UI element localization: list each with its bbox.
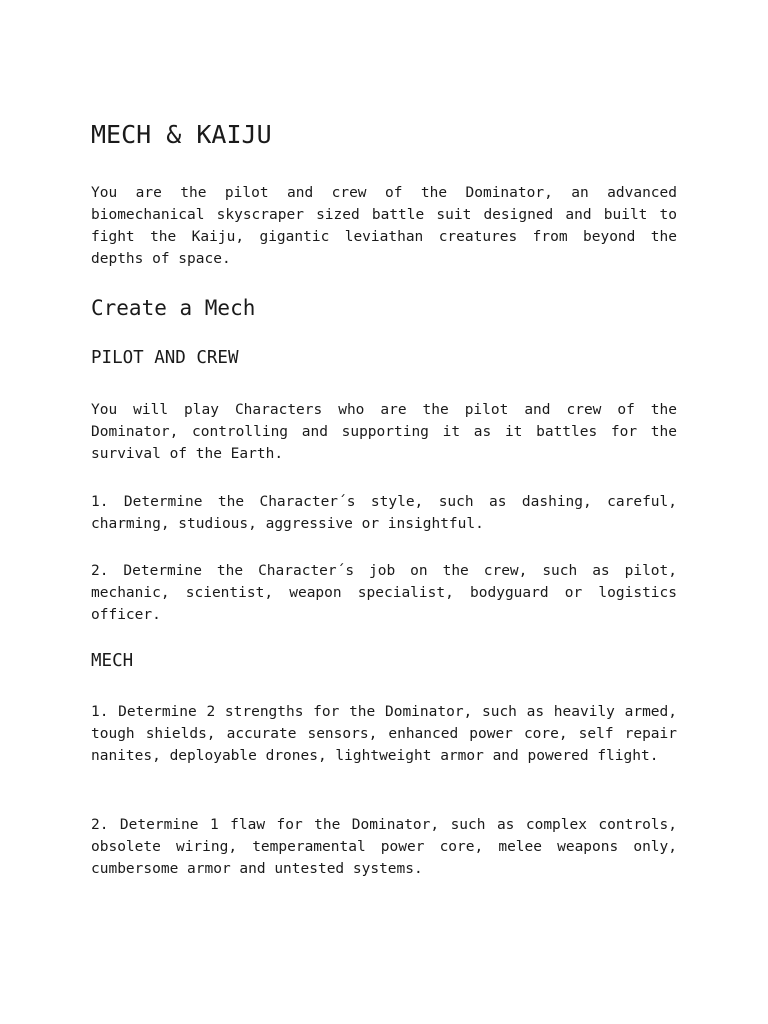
mech-step-2: 2. Determine 1 flaw for the Dominator, such as complex controls, obsolete wiring, temperamental power core, melee weapons only, cumbersome armor and untested systems. [91, 817, 677, 877]
pilot-crew-step-1: 1. Determine the Character´s style, such as dashing, careful, charming, studious, aggressive or insightful. [91, 494, 677, 532]
pilot-crew-description: You will play Characters who are the pilot and crew of the Dominator, controlling and supporting it as it battles for the survival of the Earth. [91, 402, 677, 462]
pilot-crew-heading: PILOT AND CREW [91, 348, 239, 368]
mech-step-1: 1. Determine 2 strengths for the Dominator, such as heavily armed, tough shields, accurate sensors, enhanced power core, self repair nanites, deployable drones, lightweight armor and powered flight. [91, 704, 677, 764]
mech-heading: MECH [91, 651, 134, 671]
intro-paragraph: You are the pilot and crew of the Dominator, an advanced biomechanical skyscraper sized battle suit designed and built to fight the Kaiju, gigantic leviathan creatures from beyond the depths of space. [91, 185, 677, 267]
section-heading: Create a Mech [91, 296, 256, 320]
document-title: MECH & KAIJU [91, 120, 272, 149]
pilot-crew-step-2: 2. Determine the Character´s job on the crew, such as pilot, mechanic, scientist, weapon specialist, bodyguard or logistics officer. [91, 563, 677, 623]
